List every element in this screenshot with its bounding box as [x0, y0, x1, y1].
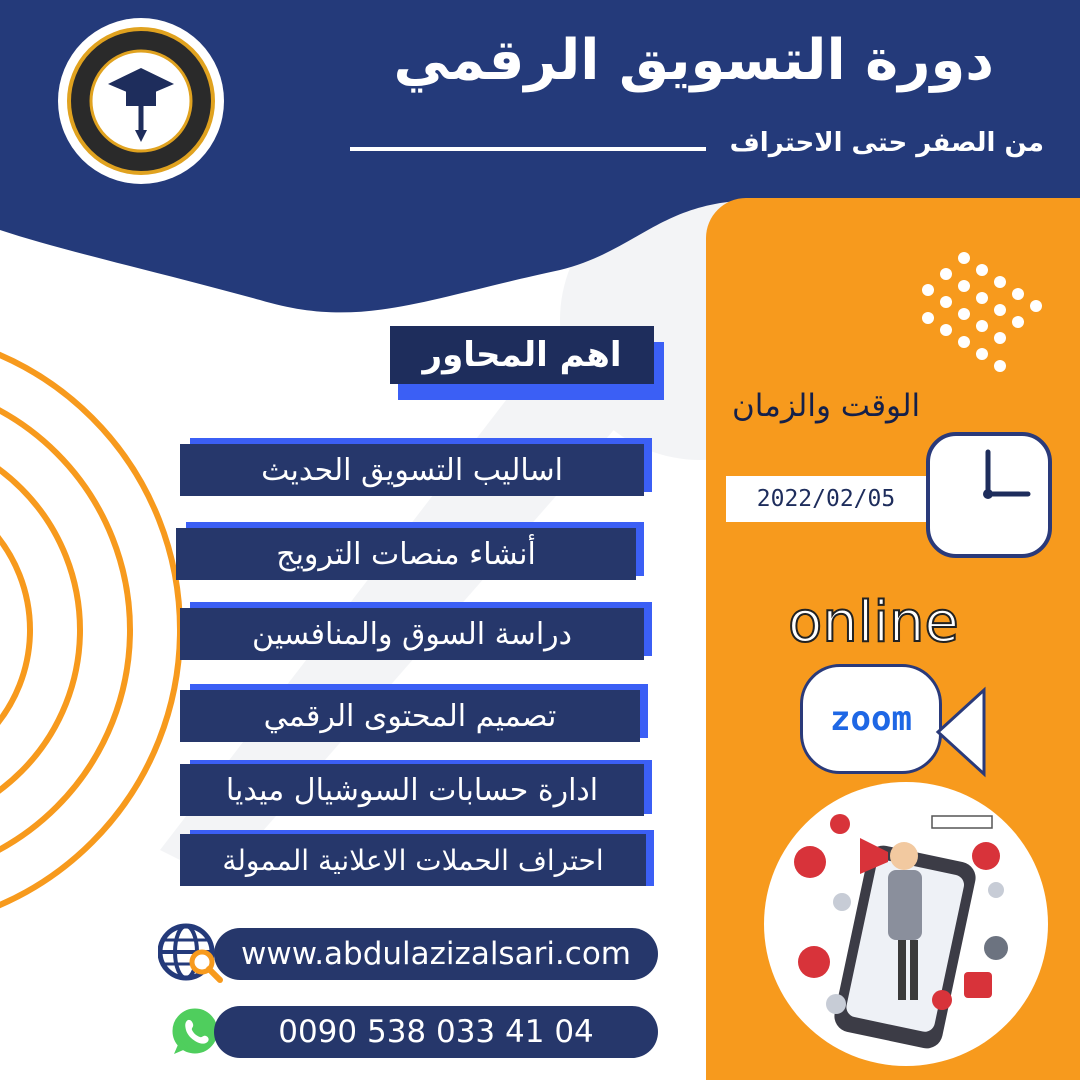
academy-logo	[62, 22, 220, 180]
topics-heading: اهم المحاور	[390, 326, 654, 384]
event-mode: online	[788, 590, 959, 655]
topic-item: ادارة حسابات السوشيال ميديا	[180, 764, 644, 816]
subtitle-divider	[350, 147, 706, 151]
topic-item: تصميم المحتوى الرقمي	[180, 690, 640, 742]
topic-item: اساليب التسويق الحديث	[180, 444, 644, 496]
video-camera-icon	[934, 684, 990, 780]
page-subtitle: من الصفر حتى الاحتراف	[729, 128, 1044, 158]
topic-item: دراسة السوق والمنافسين	[180, 608, 644, 660]
clock-icon	[926, 432, 1052, 558]
megaphone-illustration	[764, 782, 1048, 1066]
topic-item: احتراف الحملات الاعلانية الممولة	[180, 834, 646, 886]
zoom-logo: zoom	[800, 664, 942, 774]
phone-number[interactable]: 0090 538 033 41 04	[214, 1006, 658, 1058]
website-link[interactable]: www.abdulazizalsari.com	[214, 928, 658, 980]
page-title: دورة التسويق الرقمي	[393, 28, 994, 93]
schedule-label: الوقت والزمان	[732, 388, 921, 424]
topic-item: أنشاء منصات الترويج	[176, 528, 636, 580]
event-date: 2022/02/05	[726, 476, 926, 522]
dot-pattern-decoration	[914, 244, 1054, 384]
